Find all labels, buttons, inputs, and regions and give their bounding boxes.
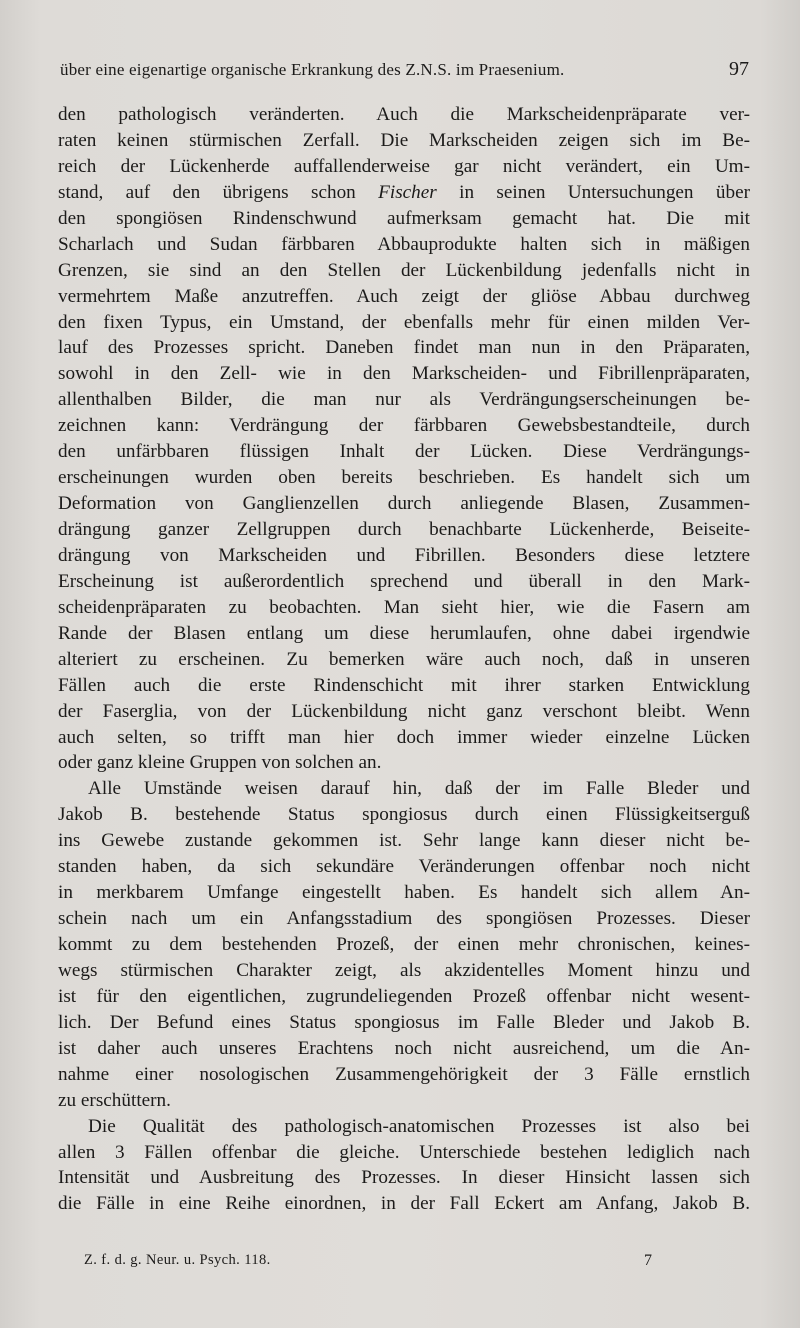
text-line: standen haben, da sich sekundäre Veränderungen offenbar noch nicht xyxy=(58,856,750,878)
text-line: nahme einer nosologischen Zusammengehörigkeit der 3 Fälle ernstlich xyxy=(58,1063,750,1085)
page-footer xyxy=(84,1252,684,1276)
text-line: vermehrtem Maße anzutreffen. Auch zeigt der gliöse Abbau durchweg xyxy=(58,285,750,307)
text-line: Erscheinung ist außerordentlich sprechend und überall in den Mark- xyxy=(58,570,750,592)
text-line: schein nach um ein Anfangsstadium des spongiösen Prozesses. Dieser xyxy=(58,908,750,930)
text-segment: stand, auf den übrigens schon xyxy=(58,181,379,203)
text-line: Intensität und Ausbreitung des Prozesses. In dieser Hinsicht lassen sich xyxy=(58,1167,750,1189)
text-line: zu erschüttern. xyxy=(58,1089,171,1111)
text-line: raten keinen stürmischen Zerfall. Die Markscheiden zeigen sich im Be- xyxy=(58,129,750,151)
text-line: drängung von Markscheiden und Fibrillen. Besonders diese letztere xyxy=(58,544,750,566)
text-line: in merkbarem Umfange eingestellt haben. Es handelt sich allem An- xyxy=(58,882,750,904)
running-header xyxy=(60,58,755,88)
text-line: Deformation von Ganglienzellen durch anliegende Blasen, Zusammen- xyxy=(58,493,750,515)
text-line: auch selten, so trifft man hier doch immer wieder einzelne Lücken xyxy=(58,726,750,748)
text-line xyxy=(58,180,750,206)
text-line: scheidenpräparaten zu beobachten. Man sieht hier, wie die Fasern am xyxy=(58,596,750,618)
text-line: erscheinungen wurden oben bereits beschrieben. Es handelt sich um xyxy=(58,467,750,489)
journal-reference: Z. f. d. g. Neur. u. Psych. 118. xyxy=(84,1252,271,1268)
text-line: drängung ganzer Zellgruppen durch benachbarte Lückenherde, Beiseite- xyxy=(58,519,750,540)
text-line: Alle Umstände weisen darauf hin, daß der im Falle Bleder und xyxy=(88,778,750,800)
text-line: kommt zu dem bestehenden Prozeß, der einen mehr chronischen, keines- xyxy=(58,934,750,955)
text-line: den fixen Typus, ein Umstand, der ebenfalls mehr für einen milden Ver- xyxy=(58,311,750,333)
text-line: alteriert zu erscheinen. Zu bemerken wäre auch noch, daß in unseren xyxy=(58,648,750,670)
text-line: lauf des Prozesses spricht. Daneben findet man nun in den Präparaten, xyxy=(58,337,750,359)
page-number: 97 xyxy=(729,58,749,80)
text-line: den pathologisch veränderten. Auch die Markscheidenpräparate ver- xyxy=(58,104,750,125)
text-line: den unfärbbaren flüssigen Inhalt der Lücken. Diese Verdrängungs- xyxy=(58,441,750,463)
text-line: allen 3 Fällen offenbar die gleiche. Unterschiede bestehen lediglich nach xyxy=(58,1141,750,1163)
text-line: ist daher auch unseres Erachtens noch nicht ausreichend, um die An- xyxy=(58,1037,750,1059)
text-line: den spongiösen Rindenschwund aufmerksam gemacht hat. Die mit xyxy=(58,207,750,229)
text-line: oder ganz kleine Gruppen von solchen an. xyxy=(58,752,382,774)
text-line: zeichnen kann: Verdrängung der färbbaren Gewebsbestandteile, durch xyxy=(58,415,750,437)
text-line: wegs stürmischen Charakter zeigt, als akzidentelles Moment hinzu und xyxy=(58,959,750,981)
text-line: die Fälle in eine Reihe einordnen, in der Fall Eckert am Anfang, Jakob B. xyxy=(58,1193,750,1215)
text-line: sowohl in den Zell- wie in den Markscheiden- und Fibrillenpräparaten, xyxy=(58,363,750,385)
text-line: reich der Lückenherde auffallenderweise gar nicht verändert, ein Um- xyxy=(58,155,750,177)
running-title: über eine eigenartige organische Erkrankung des Z.N.S. im Praesenium. xyxy=(60,60,565,79)
author-name-italic: Fischer xyxy=(378,181,437,203)
text-line: ins Gewebe zustande gekommen ist. Sehr lange kann dieser nicht be- xyxy=(58,830,750,852)
text-segment: in seinen Untersuchungen über xyxy=(436,181,750,203)
text-line: Rande der Blasen entlang um diese herumlaufen, ohne dabei irgendwie xyxy=(58,622,750,644)
text-line: lich. Der Befund eines Status spongiosus im Falle Bleder und Jakob B. xyxy=(58,1011,750,1033)
sheet-number: 7 xyxy=(644,1252,652,1269)
text-line: Die Qualität des pathologisch-anatomischen Prozesses ist also bei xyxy=(88,1115,750,1137)
body-text xyxy=(58,102,750,1217)
text-line: Grenzen, sie sind an den Stellen der Lückenbildung jedenfalls nicht in xyxy=(58,259,750,281)
text-line: Fällen auch die erste Rindenschicht mit ihrer starken Entwicklung xyxy=(58,674,750,696)
text-line: ist für den eigentlichen, zugrundeliegenden Prozeß offenbar nicht wesent- xyxy=(58,985,750,1007)
text-line: der Faserglia, von der Lückenbildung nicht ganz verschont bleibt. Wenn xyxy=(58,700,750,722)
text-line: Scharlach und Sudan färbbaren Abbauprodukte halten sich in mäßigen xyxy=(58,233,750,255)
text-line: Jakob B. bestehende Status spongiosus durch einen Flüssigkeitserguß xyxy=(58,804,750,826)
text-line: allenthalben Bilder, die man nur als Verdrängungserscheinungen be- xyxy=(58,389,750,411)
